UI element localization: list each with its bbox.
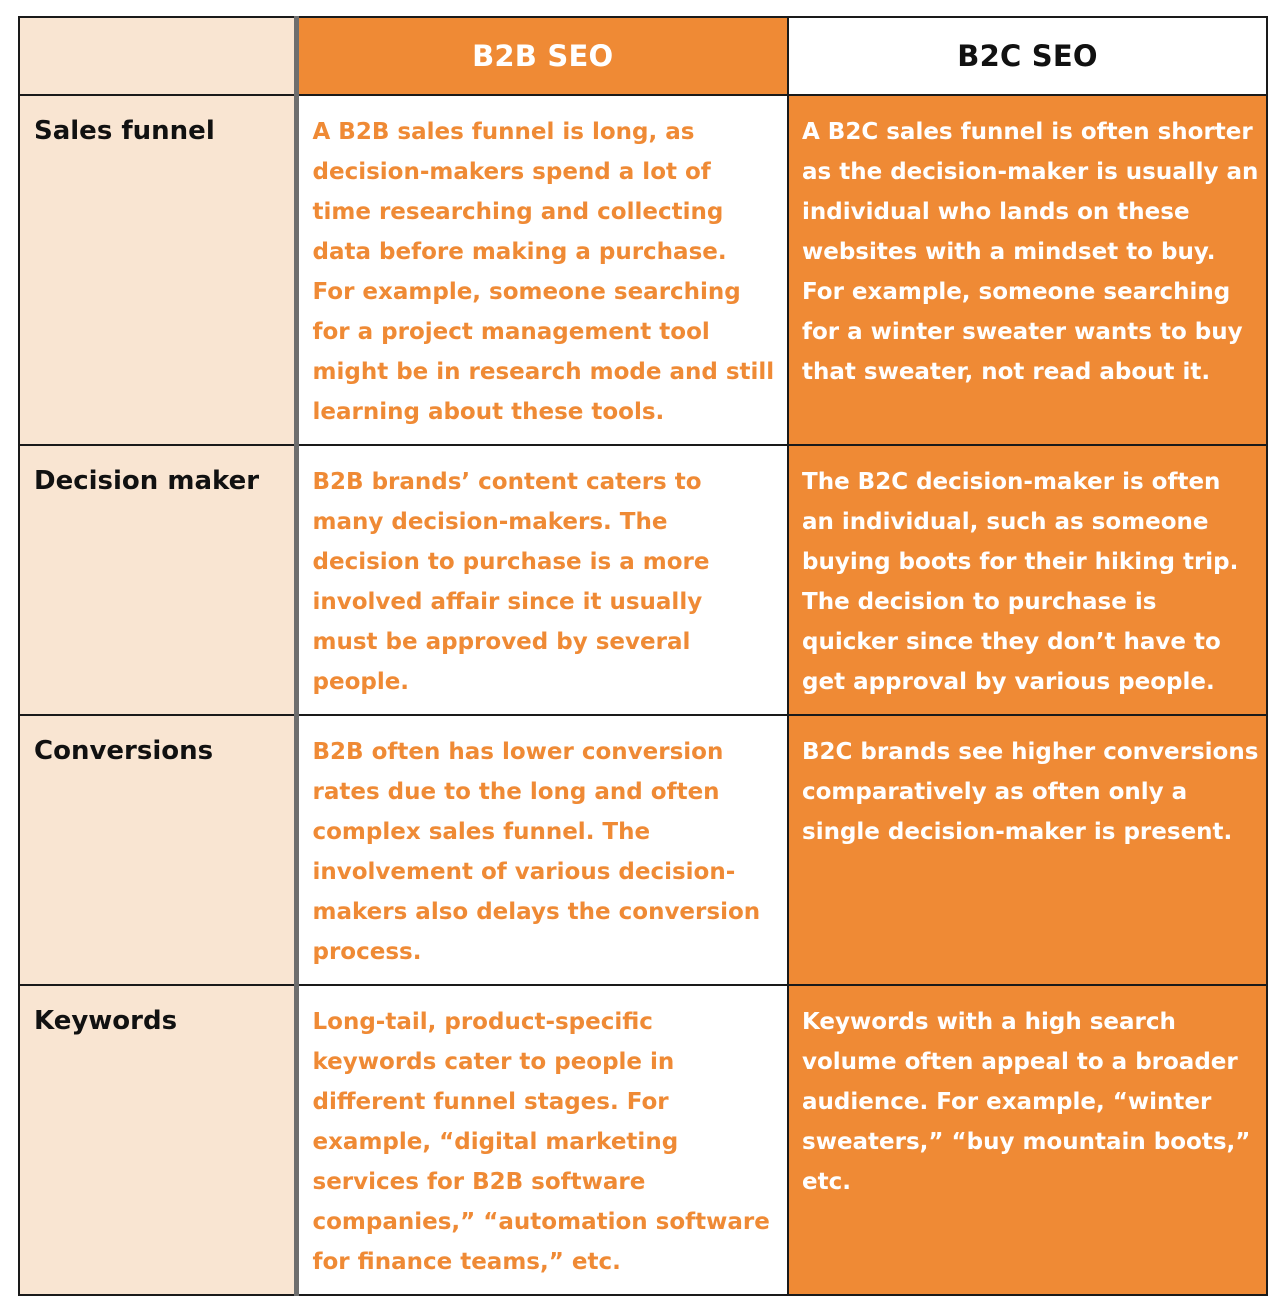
b2c-cell: The B2C decision-maker is often an individual, such as someone buying boots for their hiking trip. The decision to purchase is quicker since they don’t have to get approval by various people. [788,445,1267,715]
b2b-cell: B2B brands’ content caters to many decision-makers. The decision to purchase is a more involved affair since it usually must be approved by several people. [296,445,788,715]
b2b-cell: A B2B sales funnel is long, as decision-makers spend a lot of time researching and collecting data before making a purchase. For example, someone searching for a project management tool might be in research mode and still learning about these tools. [296,95,788,445]
b2c-cell: B2C brands see higher conversions comparatively as often only a single decision-maker is present. [788,715,1267,985]
b2b-cell: B2B often has lower conversion rates due to the long and often complex sales funnel. The involvement of various decision-makers also delays the conversion process. [296,715,788,985]
corner-cell [19,17,296,95]
b2c-seo-header: B2C SEO [788,17,1267,95]
row-label: Sales funnel [19,95,296,445]
row-label: Decision maker [19,445,296,715]
row-label: Conversions [19,715,296,985]
b2c-cell: Keywords with a high search volume often appeal to a broader audience. For example, “winter sweaters,” “buy mountain boots,” etc. [788,985,1267,1295]
table-row-sales-funnel [19,95,1267,445]
comparison-table-container [18,16,1266,1296]
b2b-seo-header: B2B SEO [296,17,788,95]
table-row-decision-maker [19,445,1267,715]
header-row [19,17,1267,95]
table-row-keywords [19,985,1267,1295]
b2b-vs-b2c-seo-table [18,16,1268,1296]
row-label: Keywords [19,985,296,1295]
b2b-cell: Long-tail, product-specific keywords cater to people in different funnel stages. For example, “digital marketing services for B2B software companies,” “automation software for finance teams,” etc. [296,985,788,1295]
table-row-conversions [19,715,1267,985]
b2c-cell: A B2C sales funnel is often shorter as the decision-maker is usually an individual who lands on these websites with a mindset to buy. For example, someone searching for a winter sweater wants to buy that sweater, not read about it. [788,95,1267,445]
